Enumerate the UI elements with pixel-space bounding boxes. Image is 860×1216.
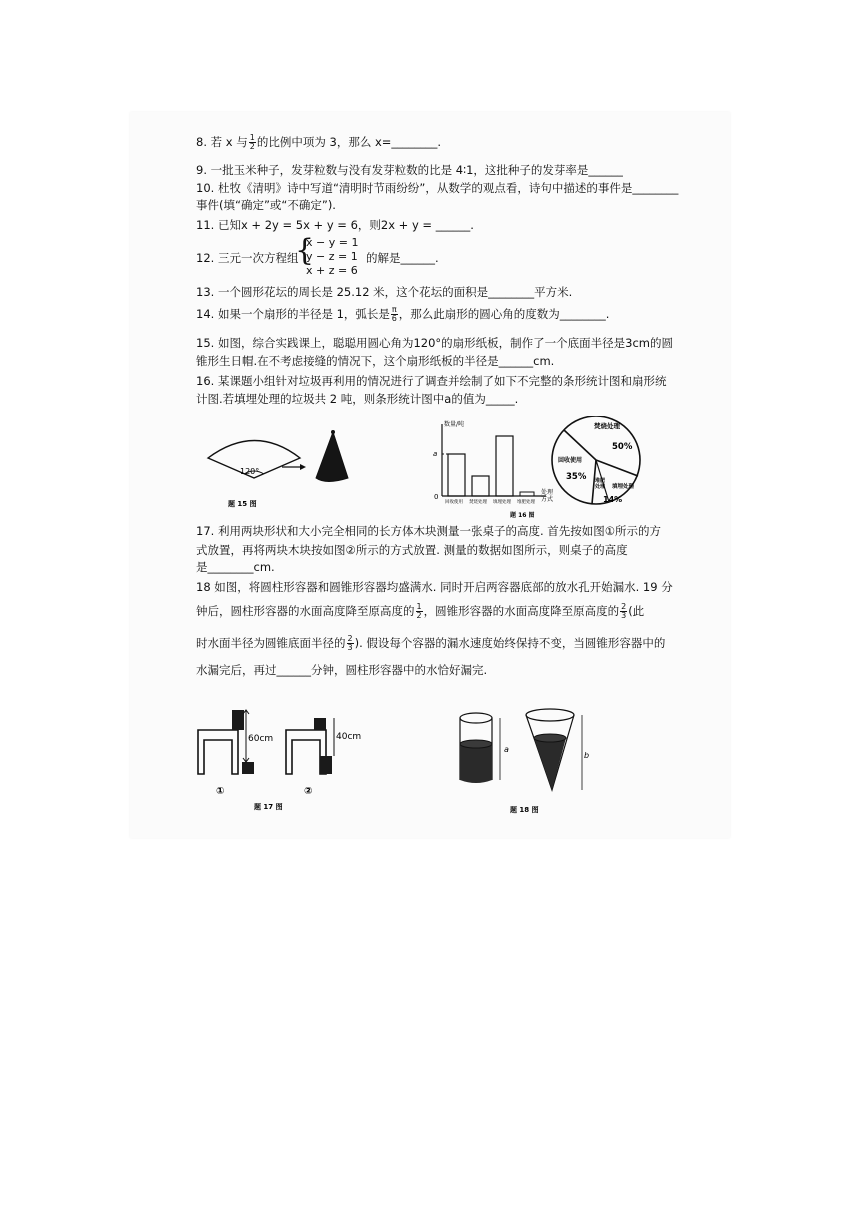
question-12-lead: 12. 三元一次方程组 bbox=[196, 251, 299, 265]
pie-percent: 14% bbox=[603, 495, 623, 504]
tick-label: 填埋处理 bbox=[493, 500, 511, 505]
cone-water bbox=[534, 738, 566, 790]
question-15-line1: 15. 如图，综合实践课上，聪聪用圆心角为120°的扇形纸板，制作了一个底面半径是3cm的圆 bbox=[196, 336, 673, 350]
question-12-tail: 的解是______. bbox=[366, 251, 439, 265]
figure-17-caption: 题 17 图 bbox=[254, 803, 283, 811]
question-16-line1: 16. 某课题小组针对垃圾再利用的情况进行了调查并绘制了如下不完整的条形统计图和扇形统 bbox=[196, 374, 667, 388]
question-18-line4: 水漏完后，再过______分钟，圆柱形容器中的水恰好漏完. bbox=[196, 663, 488, 677]
question-16-line2: 计图.若填埋处理的垃圾共 2 吨，则条形统计图中a的值为_____. bbox=[196, 392, 519, 406]
measure-60cm: 60cm bbox=[248, 734, 274, 744]
tick-label: 堆肥处理 bbox=[517, 500, 535, 505]
cylinder-water-surface bbox=[460, 740, 492, 748]
figure-17 bbox=[190, 700, 370, 815]
block-bottom-1 bbox=[242, 762, 254, 774]
figure-15 bbox=[200, 418, 360, 514]
question-8: 8. 若 x 与 $\frac{1}{2}$ 的比例中项为 3，那么 x=________. bbox=[196, 133, 442, 151]
question-18-line3: 时水面半径为圆锥底面半径的 $\frac{2}{3}$ ). 假设每个容器的漏水速度始终保持不变，当圆锥形容器中的 bbox=[196, 634, 666, 652]
label-b: b bbox=[584, 751, 590, 760]
system-equations: x − y = 1 y − z = 1 x + z = 6 bbox=[306, 236, 359, 277]
bar-compost bbox=[520, 492, 534, 496]
pie-label: 回收使用 bbox=[558, 457, 583, 464]
fraction: $\frac{1}{2}$ bbox=[249, 133, 255, 151]
origin-label: 0 bbox=[434, 493, 439, 501]
pie-label: 处理 bbox=[595, 484, 606, 490]
question-10-line2: 事件(填“确定”或“不确定”). bbox=[196, 198, 336, 212]
block-top-2 bbox=[314, 718, 326, 730]
question-17-line2: 式放置，再将两块木块按如图②所示的方式放置. 测量的数据如图所示，则桌子的高度 bbox=[196, 543, 628, 557]
bar-recycle bbox=[448, 454, 465, 496]
fraction: $\frac{1}{2}$ bbox=[416, 602, 422, 620]
question-14: 14. 如果一个扇形的半径是 1，弧长是 $\frac{\pi}{6}$ ，那么此扇形的圆心角的度数为________. bbox=[196, 305, 610, 323]
question-17-line1: 17. 利用两块形状和大小完全相同的长方体木块测量一张桌子的高度. 首先按如图①所示的方 bbox=[196, 524, 662, 538]
cylinder-water bbox=[460, 744, 492, 783]
pie-divider bbox=[596, 460, 638, 476]
tick-label: 焚烧处理 bbox=[469, 500, 487, 505]
angle-label: 120° bbox=[240, 467, 260, 476]
label-2: ② bbox=[304, 786, 313, 797]
tick-label: 回收使用 bbox=[445, 500, 463, 505]
label-1: ① bbox=[216, 786, 225, 797]
cone-water-surface bbox=[534, 734, 566, 742]
question-11: 11. 已知x + 2y = 5x + y = 6，则2x + y = ______. bbox=[196, 218, 474, 232]
question-9: 9. 一批玉米种子，发芽粒数与没有发芽粒数的比是 4∶1，这批种子的发芽率是______ bbox=[196, 163, 623, 177]
pie-label: 堆肥 bbox=[595, 478, 606, 484]
measure-40cm: 40cm bbox=[336, 732, 362, 742]
table-1 bbox=[198, 730, 238, 774]
bar-incinerate bbox=[472, 476, 489, 496]
cylinder-top bbox=[460, 713, 492, 723]
arrow-head bbox=[300, 464, 306, 470]
figure-15-caption: 题 15 图 bbox=[228, 500, 257, 508]
block-top-1 bbox=[232, 710, 244, 730]
label-a: a bbox=[504, 745, 509, 754]
pie-percent: 50% bbox=[612, 442, 633, 452]
figure-18 bbox=[448, 700, 598, 815]
cone-tip bbox=[331, 430, 335, 434]
cone-top bbox=[526, 709, 574, 721]
fraction: $\frac{\pi}{6}$ bbox=[391, 305, 397, 323]
question-15-line2: 锥形生日帽.在不考虑接缝的情况下，这个扇形纸板的半径是______cm. bbox=[196, 354, 555, 368]
cone-hat bbox=[316, 432, 348, 482]
figure-16-caption: 题 16 图 bbox=[510, 512, 535, 519]
figure-18-caption: 题 18 图 bbox=[510, 806, 539, 814]
figure-16 bbox=[428, 416, 658, 526]
fraction: $\frac{2}{3}$ bbox=[347, 634, 353, 652]
pie-percent: 35% bbox=[566, 472, 587, 482]
x-axis-label: 处理 bbox=[541, 489, 554, 496]
system-brace: { bbox=[295, 233, 315, 268]
a-label: a bbox=[433, 450, 438, 458]
pie-divider bbox=[564, 430, 596, 460]
x-axis-label: 方式 bbox=[541, 496, 554, 503]
question-10-line1: 10. 杜牧《清明》诗中写道“清明时节雨纷纷”，从数学的观点看，诗句中描述的事件是________ bbox=[196, 181, 679, 195]
question-18-line1: 18 如图，将圆柱形容器和圆锥形容器均盛满水. 同时开启两容器底部的放水孔开始漏水. 19 分 bbox=[196, 580, 673, 594]
y-axis-label: 数量/吨 bbox=[444, 421, 465, 428]
question-17-line3: 是________cm. bbox=[196, 560, 275, 574]
bar-landfill bbox=[496, 436, 513, 496]
question-13: 13. 一个圆形花坛的周长是 25.12 米，这个花坛的面积是________平方米. bbox=[196, 285, 573, 299]
question-18-line2: 钟后，圆柱形容器的水面高度降至原高度的 $\frac{1}{2}$ ，圆锥形容器的水面高度降至原高度的 $\frac{2}{3}$ (此 bbox=[196, 602, 645, 620]
pie-label: 填埋处理 bbox=[612, 484, 635, 490]
block-bottom-2 bbox=[320, 756, 332, 774]
pie-label: 焚烧处理 bbox=[594, 422, 620, 430]
fraction: $\frac{2}{3}$ bbox=[621, 602, 627, 620]
